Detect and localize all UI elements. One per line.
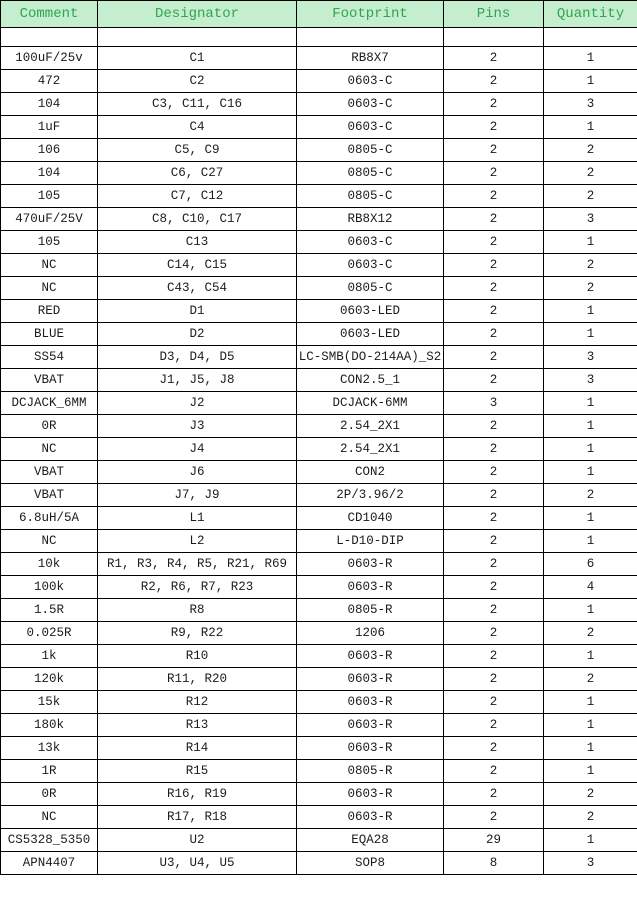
table-cell: R8 <box>98 599 297 622</box>
table-cell: NC <box>1 530 98 553</box>
table-cell: C13 <box>98 231 297 254</box>
table-row <box>1 369 637 392</box>
table-row <box>1 599 637 622</box>
header-row <box>1 1 637 28</box>
table-cell: 0603-LED <box>297 300 444 323</box>
table-row <box>1 530 637 553</box>
table-cell: R9, R22 <box>98 622 297 645</box>
table-cell: 2 <box>544 668 637 691</box>
table-cell: C7, C12 <box>98 185 297 208</box>
table-cell: 1 <box>544 116 637 139</box>
table-cell: NC <box>1 806 98 829</box>
table-row <box>1 47 637 70</box>
table-cell: 0603-R <box>297 737 444 760</box>
table-cell: 1uF <box>1 116 98 139</box>
table-cell: 0R <box>1 783 98 806</box>
table-cell <box>297 28 444 47</box>
table-cell: 2 <box>544 806 637 829</box>
table-cell: 0603-C <box>297 93 444 116</box>
column-header-footprint: Footprint <box>297 1 444 28</box>
table-cell: 2.54_2X1 <box>297 415 444 438</box>
table-cell: 3 <box>544 93 637 116</box>
table-row <box>1 737 637 760</box>
table-cell: 0603-C <box>297 231 444 254</box>
table-cell: C43, C54 <box>98 277 297 300</box>
table-cell: NC <box>1 254 98 277</box>
table-cell: 2 <box>444 576 544 599</box>
table-cell: 180k <box>1 714 98 737</box>
table-cell: 470uF/25V <box>1 208 98 231</box>
table-row <box>1 760 637 783</box>
table-cell: 0805-C <box>297 139 444 162</box>
table-cell: VBAT <box>1 461 98 484</box>
table-row <box>1 507 637 530</box>
table-cell: 2 <box>544 622 637 645</box>
table-cell: 2 <box>544 484 637 507</box>
table-cell: 105 <box>1 185 98 208</box>
table-row <box>1 668 637 691</box>
table-cell: C6, C27 <box>98 162 297 185</box>
table-cell: J3 <box>98 415 297 438</box>
table-cell: DCJACK_6MM <box>1 392 98 415</box>
table-cell: C2 <box>98 70 297 93</box>
table-cell: 2 <box>444 438 544 461</box>
table-cell: 472 <box>1 70 98 93</box>
column-header-designator: Designator <box>98 1 297 28</box>
table-cell <box>1 28 98 47</box>
table-cell: 2 <box>444 530 544 553</box>
table-cell: 2 <box>444 70 544 93</box>
table-cell: 2 <box>444 691 544 714</box>
table-cell: C3, C11, C16 <box>98 93 297 116</box>
table-cell: CON2 <box>297 461 444 484</box>
table-cell: C8, C10, C17 <box>98 208 297 231</box>
table-cell: 0603-C <box>297 116 444 139</box>
table-cell: 100uF/25v <box>1 47 98 70</box>
table-cell: C1 <box>98 47 297 70</box>
table-row <box>1 622 637 645</box>
table-cell: J6 <box>98 461 297 484</box>
table-header <box>1 1 637 28</box>
table-cell: 1 <box>544 760 637 783</box>
table-cell: 15k <box>1 691 98 714</box>
table-cell: 0R <box>1 415 98 438</box>
table-cell: NC <box>1 277 98 300</box>
table-cell: J4 <box>98 438 297 461</box>
table-cell: 10k <box>1 553 98 576</box>
table-cell: 120k <box>1 668 98 691</box>
table-body <box>1 28 637 875</box>
table-cell: 1 <box>544 415 637 438</box>
table-cell: 0603-C <box>297 254 444 277</box>
table-cell: 1 <box>544 714 637 737</box>
table-cell: 2 <box>444 93 544 116</box>
table-cell: 0603-R <box>297 806 444 829</box>
table-cell: 2 <box>544 139 637 162</box>
table-row <box>1 208 637 231</box>
table-cell: SS54 <box>1 346 98 369</box>
table-cell: APN4407 <box>1 852 98 875</box>
table-cell: 3 <box>544 346 637 369</box>
table-cell: R10 <box>98 645 297 668</box>
table-cell: 0603-R <box>297 645 444 668</box>
table-cell: 0805-R <box>297 599 444 622</box>
table-cell: 1 <box>544 507 637 530</box>
table-cell: 2 <box>444 208 544 231</box>
table-cell: 2 <box>544 162 637 185</box>
table-cell: 1k <box>1 645 98 668</box>
table-cell: NC <box>1 438 98 461</box>
table-cell: 2 <box>444 369 544 392</box>
table-cell: 2 <box>544 783 637 806</box>
table-cell: J7, J9 <box>98 484 297 507</box>
table-cell: 13k <box>1 737 98 760</box>
table-row <box>1 576 637 599</box>
table-cell: RB8X7 <box>297 47 444 70</box>
table-cell: D1 <box>98 300 297 323</box>
table-cell: CS5328_5350 <box>1 829 98 852</box>
table-cell: D3, D4, D5 <box>98 346 297 369</box>
table-row <box>1 162 637 185</box>
table-cell: 0603-R <box>297 668 444 691</box>
table-cell: 2 <box>444 760 544 783</box>
table-row <box>1 415 637 438</box>
table-row <box>1 691 637 714</box>
table-cell: 3 <box>544 369 637 392</box>
table-cell: 0603-R <box>297 714 444 737</box>
table-cell: 2 <box>444 806 544 829</box>
table-row <box>1 438 637 461</box>
table-cell: 2 <box>444 231 544 254</box>
table-cell: 8 <box>444 852 544 875</box>
table-cell: C5, C9 <box>98 139 297 162</box>
table-cell: 100k <box>1 576 98 599</box>
table-cell: R12 <box>98 691 297 714</box>
table-cell: 2 <box>444 737 544 760</box>
table-cell: VBAT <box>1 369 98 392</box>
table-cell: C4 <box>98 116 297 139</box>
table-row <box>1 645 637 668</box>
table-cell: VBAT <box>1 484 98 507</box>
table-cell: 2 <box>444 553 544 576</box>
table-cell: 1.5R <box>1 599 98 622</box>
table-cell: 1 <box>544 829 637 852</box>
table-row <box>1 392 637 415</box>
table-row <box>1 254 637 277</box>
table-cell: 2 <box>444 254 544 277</box>
table-cell: 2 <box>444 714 544 737</box>
table-cell: 2 <box>444 668 544 691</box>
table-cell: L1 <box>98 507 297 530</box>
table-cell: U2 <box>98 829 297 852</box>
table-cell: 3 <box>444 392 544 415</box>
table-cell: L-D10-DIP <box>297 530 444 553</box>
table-cell: 1 <box>544 70 637 93</box>
table-row <box>1 484 637 507</box>
table-cell: 6.8uH/5A <box>1 507 98 530</box>
table-cell: 1 <box>544 737 637 760</box>
table-cell: CON2.5_1 <box>297 369 444 392</box>
table-cell: 3 <box>544 208 637 231</box>
table-cell: 1 <box>544 599 637 622</box>
table-cell: 2 <box>444 484 544 507</box>
table-row <box>1 714 637 737</box>
table-cell: 2 <box>444 116 544 139</box>
table-cell: 2 <box>544 254 637 277</box>
table-row <box>1 806 637 829</box>
table-cell: 0603-R <box>297 783 444 806</box>
table-cell <box>444 28 544 47</box>
table-cell: 0805-C <box>297 185 444 208</box>
table-cell: R2, R6, R7, R23 <box>98 576 297 599</box>
table-row <box>1 346 637 369</box>
table-cell: R16, R19 <box>98 783 297 806</box>
table-cell: 0.025R <box>1 622 98 645</box>
table-row <box>1 461 637 484</box>
table-cell: J2 <box>98 392 297 415</box>
table-row <box>1 139 637 162</box>
table-cell: R15 <box>98 760 297 783</box>
table-cell: 1 <box>544 691 637 714</box>
table-cell: 2 <box>444 185 544 208</box>
table-cell: 1R <box>1 760 98 783</box>
table-cell: 1 <box>544 47 637 70</box>
table-cell: 2 <box>544 185 637 208</box>
column-header-pins: Pins <box>444 1 544 28</box>
table-cell: 4 <box>544 576 637 599</box>
table-cell: LC-SMB(DO-214AA)_S2 <box>297 346 444 369</box>
table-cell: 1 <box>544 461 637 484</box>
table-cell: 1 <box>544 438 637 461</box>
table-row <box>1 852 637 875</box>
table-cell: 1 <box>544 300 637 323</box>
table-cell: R17, R18 <box>98 806 297 829</box>
table-cell: 1 <box>544 323 637 346</box>
table-cell: 2 <box>444 622 544 645</box>
table-cell: 2 <box>444 346 544 369</box>
table-cell: 2 <box>444 139 544 162</box>
table-cell: C14, C15 <box>98 254 297 277</box>
table-row <box>1 116 637 139</box>
table-cell: 2 <box>444 277 544 300</box>
table-cell: 2 <box>544 277 637 300</box>
table-cell: 2 <box>444 47 544 70</box>
table-cell: SOP8 <box>297 852 444 875</box>
table-cell: 3 <box>544 852 637 875</box>
table-cell: 0603-C <box>297 70 444 93</box>
table-cell: 2 <box>444 599 544 622</box>
table-cell: 2.54_2X1 <box>297 438 444 461</box>
table-cell: 0603-R <box>297 553 444 576</box>
table-cell: 2P/3.96/2 <box>297 484 444 507</box>
table-cell: RB8X12 <box>297 208 444 231</box>
table-cell: U3, U4, U5 <box>98 852 297 875</box>
table-cell: CD1040 <box>297 507 444 530</box>
table-row <box>1 783 637 806</box>
table-cell: 2 <box>444 507 544 530</box>
table-cell: 0603-R <box>297 576 444 599</box>
table-cell: 6 <box>544 553 637 576</box>
table-cell: 2 <box>444 323 544 346</box>
table-cell: R1, R3, R4, R5, R21, R69 <box>98 553 297 576</box>
table-cell: 2 <box>444 783 544 806</box>
table-cell <box>98 28 297 47</box>
table-cell: 2 <box>444 461 544 484</box>
table-cell: 104 <box>1 93 98 116</box>
table-cell: 0603-LED <box>297 323 444 346</box>
table-row <box>1 829 637 852</box>
table-row <box>1 93 637 116</box>
table-cell: D2 <box>98 323 297 346</box>
table-cell: R11, R20 <box>98 668 297 691</box>
table-row <box>1 553 637 576</box>
table-cell: BLUE <box>1 323 98 346</box>
table-row <box>1 70 637 93</box>
table-row <box>1 300 637 323</box>
table-cell: 106 <box>1 139 98 162</box>
table-row <box>1 323 637 346</box>
table-cell: J1, J5, J8 <box>98 369 297 392</box>
column-header-quantity: Quantity <box>544 1 637 28</box>
table-row <box>1 231 637 254</box>
table-cell: 2 <box>444 415 544 438</box>
table-cell: R13 <box>98 714 297 737</box>
table-row <box>1 277 637 300</box>
table-cell: 0805-R <box>297 760 444 783</box>
table-cell: 2 <box>444 300 544 323</box>
table-cell: 0603-R <box>297 691 444 714</box>
table-cell: R14 <box>98 737 297 760</box>
table-cell: DCJACK-6MM <box>297 392 444 415</box>
table-cell: RED <box>1 300 98 323</box>
table-cell: 0805-C <box>297 277 444 300</box>
table-cell: 1 <box>544 392 637 415</box>
table-cell: 104 <box>1 162 98 185</box>
empty-row <box>1 28 637 47</box>
table-cell: 1 <box>544 645 637 668</box>
table-cell: 0805-C <box>297 162 444 185</box>
table-cell: 2 <box>444 162 544 185</box>
table-cell: 105 <box>1 231 98 254</box>
table-cell: 1 <box>544 231 637 254</box>
table-row <box>1 185 637 208</box>
table-cell: 1 <box>544 530 637 553</box>
table-cell: 29 <box>444 829 544 852</box>
table-cell <box>544 28 637 47</box>
table-cell: 2 <box>444 645 544 668</box>
column-header-comment: Comment <box>1 1 98 28</box>
table-cell: 1206 <box>297 622 444 645</box>
table-cell: EQA28 <box>297 829 444 852</box>
table-cell: L2 <box>98 530 297 553</box>
